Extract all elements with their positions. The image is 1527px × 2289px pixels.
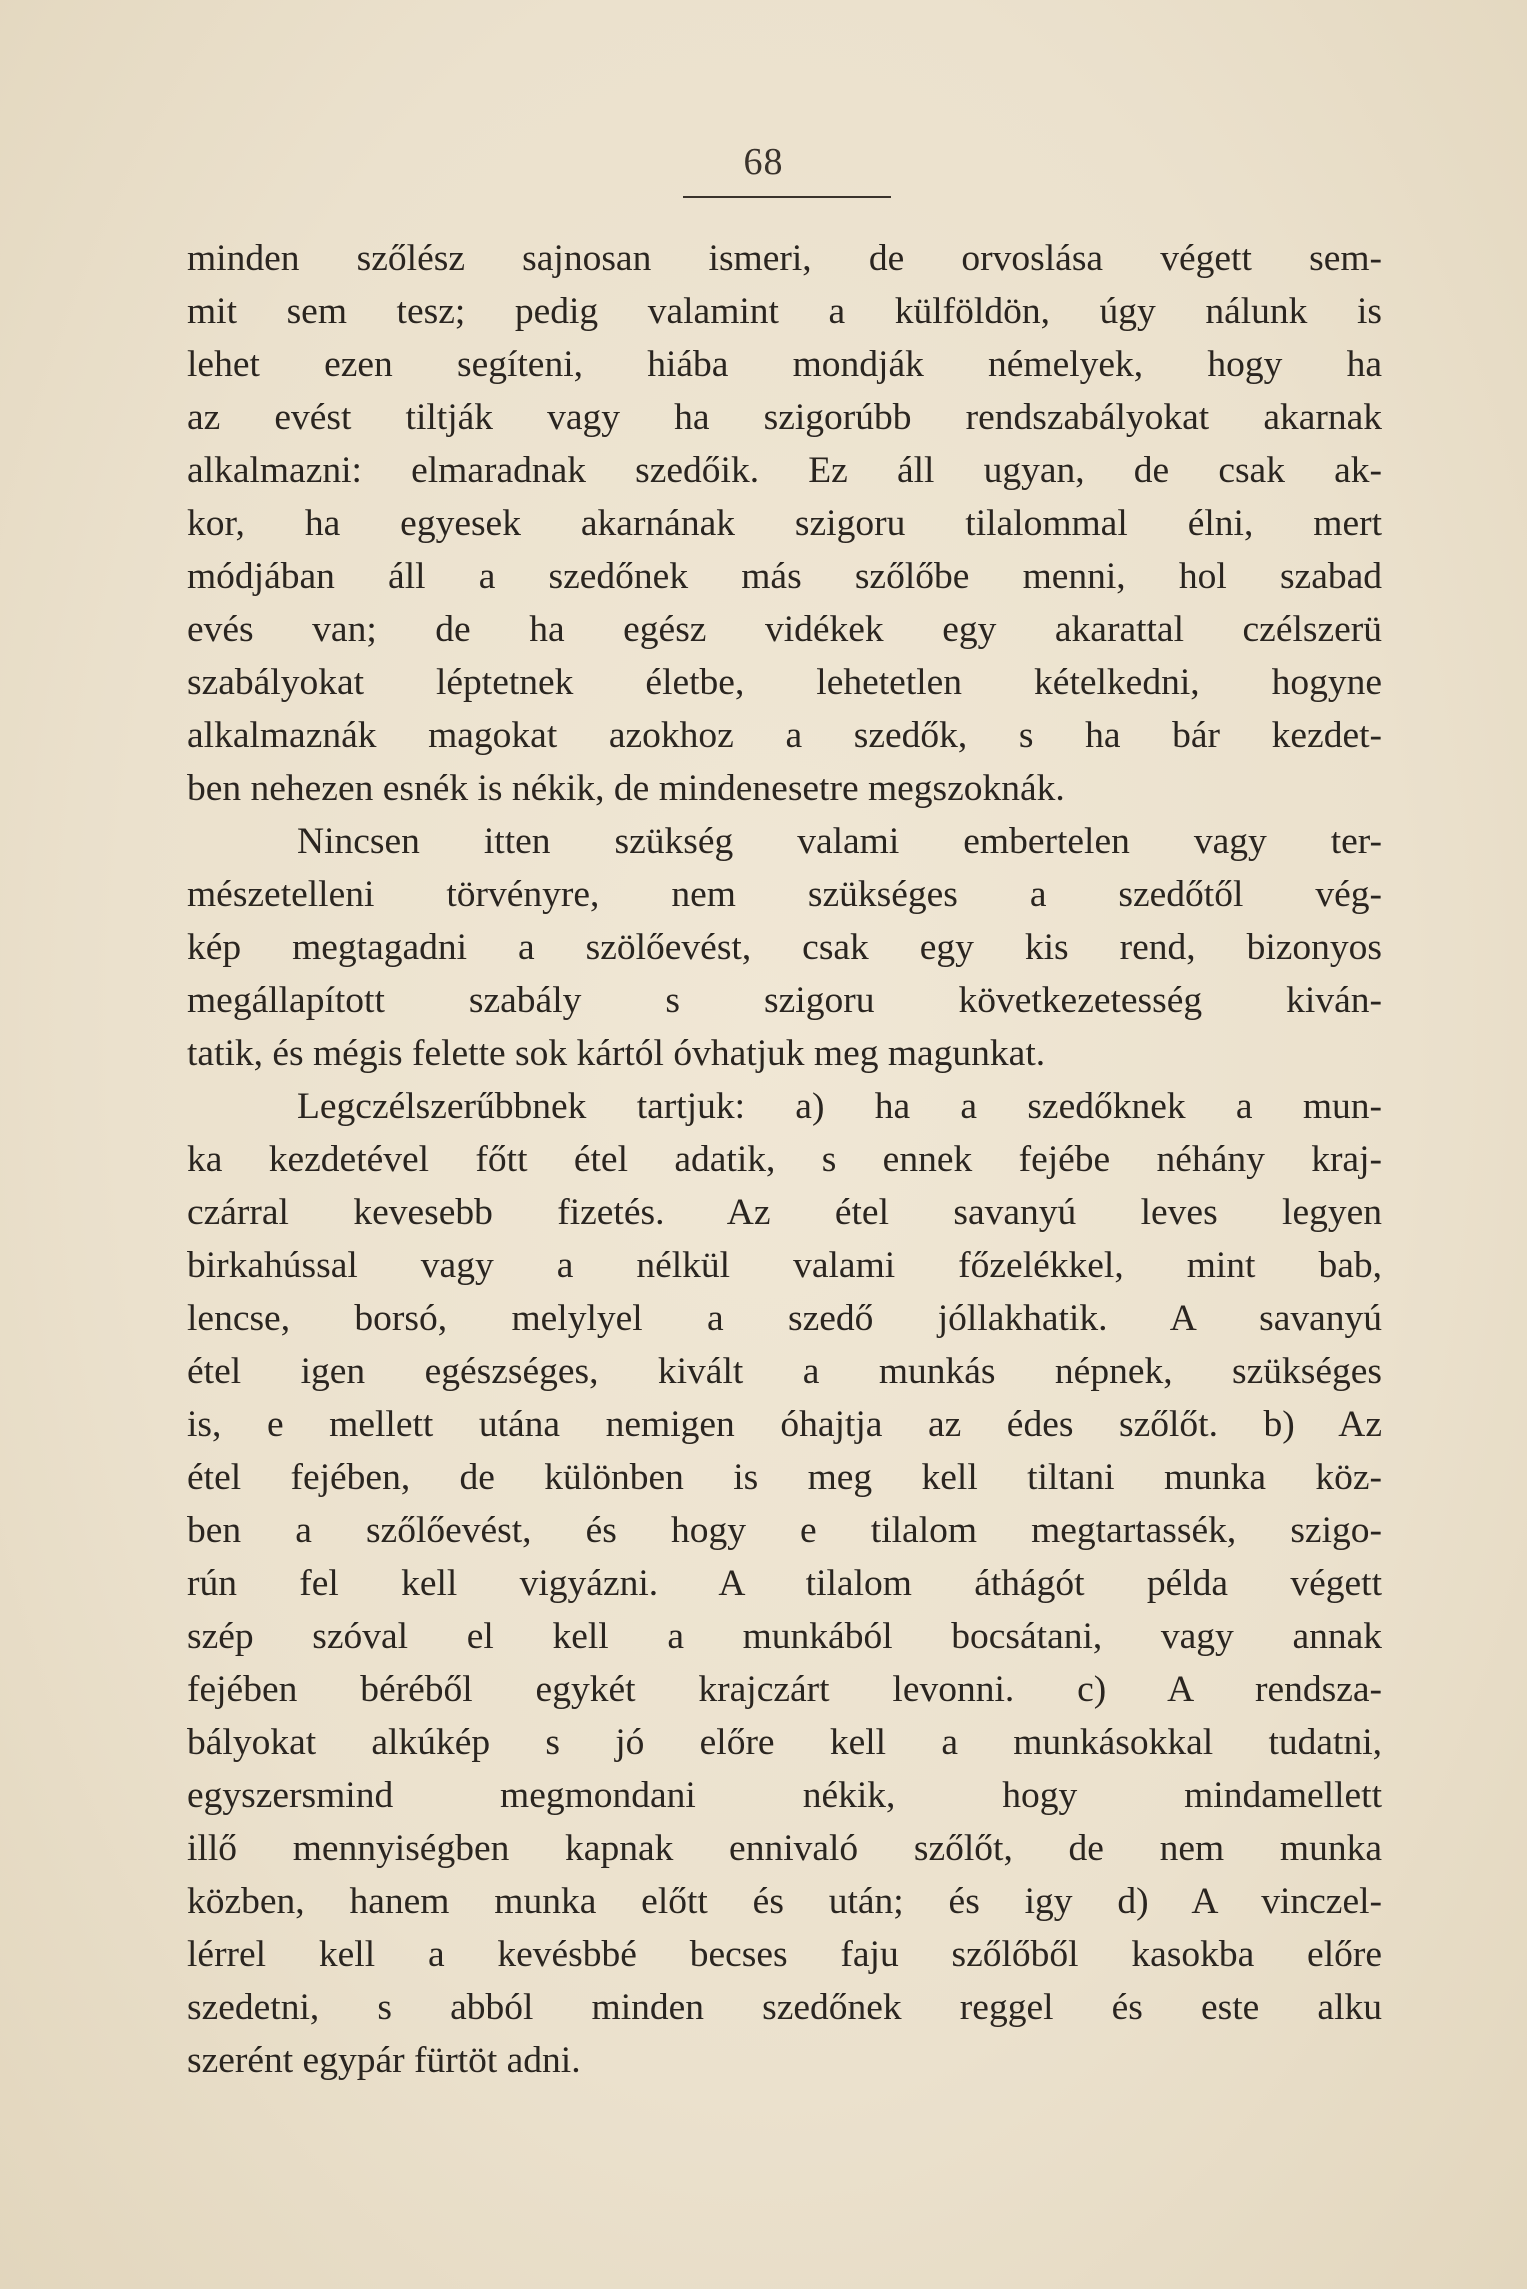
- text-line: mit sem tesz; pedig valamint a külföldön, úgy nálunk is: [187, 291, 1382, 332]
- text-line: fejében béréből egykét krajczárt levonni. c) A rendsza-: [187, 1669, 1382, 1710]
- text-line: megállapított szabály s szigoru következetesség kiván-: [187, 980, 1382, 1021]
- text-line: az evést tiltják vagy ha szigorúbb rendszabályokat akarnak: [187, 397, 1382, 438]
- text-line: illő mennyiségben kapnak ennivaló szőlőt, de nem munka: [187, 1828, 1382, 1869]
- text-line: czárral kevesebb fizetés. Az étel savanyú leves legyen: [187, 1192, 1382, 1233]
- text-line: evés van; de ha egész vidékek egy akarattal czélszerü: [187, 609, 1382, 650]
- paragraph-start-line: Legczélszerűbbnek tartjuk: a) ha a szedőknek a mun-: [297, 1086, 1382, 1127]
- text-line: ben a szőlőevést, és hogy e tilalom megtartassék, szigo-: [187, 1510, 1382, 1551]
- text-line: tatik, és mégis felette sok kártól óvhatjuk meg magunkat.: [187, 1033, 1046, 1074]
- text-line: szerént egypár fürtöt adni.: [187, 2040, 581, 2081]
- text-line: is, e mellett utána nemigen óhajtja az édes szőlőt. b) Az: [187, 1404, 1382, 1445]
- text-line: bályokat alkúkép s jó előre kell a munkásokkal tudatni,: [187, 1722, 1382, 1763]
- text-line: ka kezdetével főtt étel adatik, s ennek fejébe néhány kraj-: [187, 1139, 1382, 1180]
- text-line: egyszersmind megmondani nékik, hogy mindamellett: [187, 1775, 1382, 1816]
- text-line: lencse, borsó, melylyel a szedő jóllakhatik. A savanyú: [187, 1298, 1382, 1339]
- text-line: alkalmazni: elmaradnak szedőik. Ez áll ugyan, de csak ak-: [187, 450, 1382, 491]
- text-line: kor, ha egyesek akarnának szigoru tilalommal élni, mert: [187, 503, 1382, 544]
- text-line: kép megtagadni a szölőevést, csak egy kis rend, bizonyos: [187, 927, 1382, 968]
- text-line: ben nehezen esnék is nékik, de mindenesetre megszoknák.: [187, 768, 1065, 809]
- page-number: 68: [743, 141, 784, 183]
- text-line: minden szőlész sajnosan ismeri, de orvoslása végett sem-: [187, 238, 1382, 279]
- text-line: alkalmaznák magokat azokhoz a szedők, s ha bár kezdet-: [187, 715, 1382, 756]
- header-rule: [683, 196, 891, 198]
- text-line: mészetelleni törvényre, nem szükséges a szedőtől vég-: [187, 874, 1382, 915]
- paragraph-start-line: Nincsen itten szükség valami embertelen vagy ter-: [297, 821, 1382, 862]
- text-line: lehet ezen segíteni, hiába mondják némelyek, hogy ha: [187, 344, 1382, 385]
- text-line: szép szóval el kell a munkából bocsátani, vagy annak: [187, 1616, 1382, 1657]
- text-line: közben, hanem munka előtt és után; és igy d) A vinczel-: [187, 1881, 1382, 1922]
- text-line: szabályokat léptetnek életbe, lehetetlen kételkedni, hogyne: [187, 662, 1382, 703]
- text-line: étel igen egészséges, kivált a munkás népnek, szükséges: [187, 1351, 1382, 1392]
- text-line: birkahússal vagy a nélkül valami főzelékkel, mint bab,: [187, 1245, 1382, 1286]
- text-line: lérrel kell a kevésbbé becses faju szőlőből kasokba előre: [187, 1934, 1382, 1975]
- body-text: [187, 232, 1382, 2087]
- text-line: módjában áll a szedőnek más szőlőbe menni, hol szabad: [187, 556, 1382, 597]
- text-line: szedetni, s abból minden szedőnek reggel és este alku: [187, 1987, 1382, 2028]
- text-line: rún fel kell vigyázni. A tilalom áthágót példa végett: [187, 1563, 1382, 1604]
- text-line: étel fejében, de különben is meg kell tiltani munka köz-: [187, 1457, 1382, 1498]
